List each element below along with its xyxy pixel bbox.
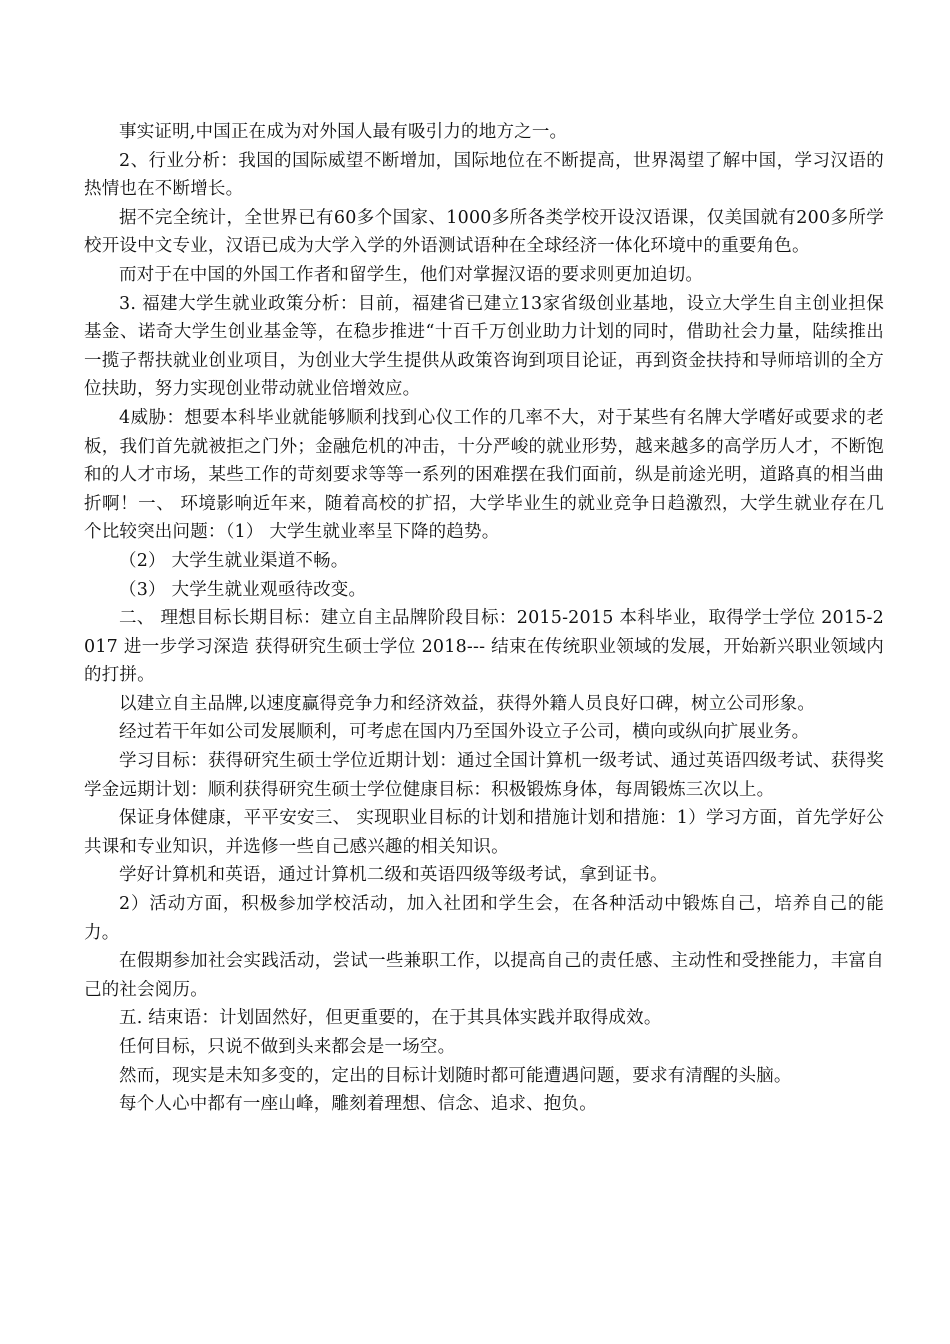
paragraph-7: （2） 大学生就业渠道不畅。 bbox=[119, 550, 349, 571]
paragraph-13: 保证身体健康，平平安安三、 实现职业目标的计划和措施计划和措施：1）学习方面，首先学好公共课和专业知识，并选修一些自己感兴趣的相关知识。 bbox=[84, 808, 884, 857]
paragraph-18: 任何目标，只说不做到头来都会是一场空。 bbox=[119, 1037, 456, 1057]
paragraph-19: 然而，现实是未知多变的，定出的目标计划随时都可能遭遇问题，要求有清醒的头脑。 bbox=[119, 1065, 792, 1086]
paragraph-16: 在假期参加社会实践活动，尝试一些兼职工作，以提高自己的责任感、主动性和受挫能力，丰富自己的社会阅历。 bbox=[84, 951, 884, 1000]
paragraph-5: 3. 福建大学生就业政策分析：目前，福建省已建立13家省级创业基地，设立大学生自主创业担保基金、诺奇大学生创业基金等，在稳步推进“十百千万创业助力计划的同时，借助社会力量，陆续推出一揽子帮扶就业创业项目，为创业大学生提供从政策咨询到项目论证，再到资金扶持和导师培训的全方位扶助，努力实现创业带动就业倍增效应。 bbox=[84, 293, 884, 400]
paragraph-8: （3） 大学生就业观亟待改变。 bbox=[119, 579, 367, 600]
paragraph-17: 五. 结束语：计划固然好，但更重要的，在于其具体实践并取得成效。 bbox=[119, 1008, 662, 1029]
paragraph-11: 经过若干年如公司发展顺利，可考虑在国内乃至国外设立子公司，横向或纵向扩展业务。 bbox=[119, 722, 810, 743]
paragraph-4: 而对于在中国的外国工作者和留学生，他们对掌握汉语的要求则更加迫切。 bbox=[119, 264, 704, 285]
document-body bbox=[84, 118, 884, 1119]
paragraph-9: 二、 理想目标长期目标：建立自主品牌阶段目标：2015-2015 本科毕业，取得学士学位 2015-2017 进一步学习深造 获得研究生硕士学位 2018--- 结束在传统职业领域的发展，开始新兴职业领域内的打拼。 bbox=[84, 608, 884, 686]
paragraph-14: 学好计算机和英语，通过计算机二级和英语四级等级考试，拿到证书。 bbox=[119, 865, 668, 886]
paragraph-2: 2、行业分析：我国的国际威望不断增加，国际地位在不断提高，世界渴望了解中国，学习汉语的热情也在不断增长。 bbox=[84, 150, 884, 200]
paragraph-15: 2）活动方面，积极参加学校活动，加入社团和学生会，在各种活动中锻炼自己，培养自己的能力。 bbox=[84, 894, 884, 943]
paragraph-12: 学习目标：获得研究生硕士学位近期计划：通过全国计算机一级考试、通过英语四级考试、获得奖学金远期计划：顺利获得研究生硕士学位健康目标：积极锻炼身体，每周锻炼三次以上。 bbox=[84, 751, 884, 800]
paragraph-10: 以建立自主品牌,以速度赢得竞争力和经济效益，获得外籍人员良好口碑，树立公司形象。 bbox=[119, 693, 816, 714]
paragraph-3: 据不完全统计，全世界已有60多个国家、1000多所各类学校开设汉语课，仅美国就有200多所学校开设中文专业，汉语已成为大学入学的外语测试语种在全球经济一体化环境中的重要角色。 bbox=[84, 207, 884, 257]
paragraph-20: 每个人心中都有一座山峰，雕刻着理想、信念、追求、抱负。 bbox=[119, 1094, 597, 1115]
paragraph-1: 事实证明,中国正在成为对外国人最有吸引力的地方之一。 bbox=[119, 122, 568, 142]
paragraph-6: 4威胁：想要本科毕业就能够顺利找到心仪工作的几率不大，对于某些有名牌大学嗜好或要求的老板，我们首先就被拒之门外；金融危机的冲击，十分严峻的就业形势，越来越多的高学历人才，不断饱和的人才市场，某些工作的苛刻要求等等一系列的困难摆在我们面前，纵是前途光明，道路真的相当曲折啊！一、 环境影响近年来，随着高校的扩招，大学毕业生的就业竞争日趋激烈，大学生就业存在几个比较突出问题：（1） 大学生就业率呈下降的趋势。 bbox=[84, 407, 884, 543]
